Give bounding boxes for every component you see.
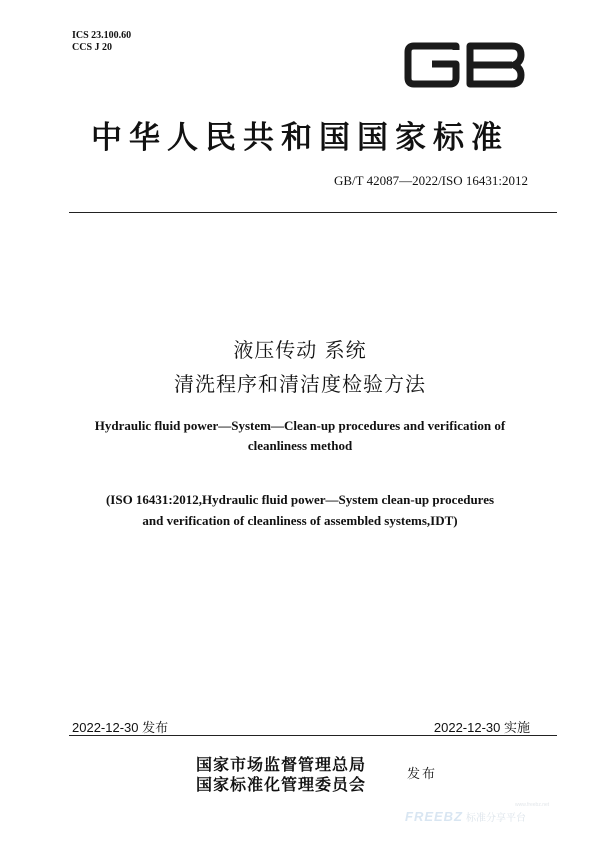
ics-code: ICS 23.100.60 xyxy=(72,30,132,41)
issuer-samr: 国家市场监督管理总局 xyxy=(196,755,367,774)
chinese-title-line1: 液压传动 系统 xyxy=(233,338,367,362)
top-divider xyxy=(69,212,557,213)
english-title-line1: Hydraulic fluid power—System—Clean-up procedures and verification of xyxy=(94,418,506,433)
issuer-sac: 国家标准化管理委员会 xyxy=(196,775,367,794)
english-title-line2: cleanliness method xyxy=(247,438,353,453)
standard-number: GB/T 42087—2022/ISO 16431:2012 xyxy=(333,173,528,188)
watermark-url: www.freebz.net xyxy=(515,802,550,808)
national-standard-title: 中华人民共和国国家标准 xyxy=(91,120,509,156)
bottom-divider xyxy=(69,735,557,736)
watermark-tagline: 标准分享平台 xyxy=(466,813,526,824)
watermark xyxy=(405,802,550,826)
classification-codes xyxy=(72,30,131,54)
implementation-date: 2022-12-30 实施 xyxy=(433,720,530,735)
ccs-code: CCS J 20 xyxy=(72,42,113,53)
iso-reference-line2: and verification of cleanliness of assembled systems,IDT) xyxy=(142,513,458,528)
publish-label: 发布 xyxy=(407,767,438,782)
chinese-title-line2: 清洗程序和清洁度检验方法 xyxy=(174,372,426,396)
watermark-brand: FREEBZ xyxy=(405,809,463,824)
iso-reference-line1: (ISO 16431:2012,Hydraulic fluid power—System clean-up procedures xyxy=(105,492,495,507)
gb-logo-text: GB xyxy=(434,71,436,72)
issue-date: 2022-12-30 发布 xyxy=(72,720,169,735)
gb-logo xyxy=(404,40,526,90)
